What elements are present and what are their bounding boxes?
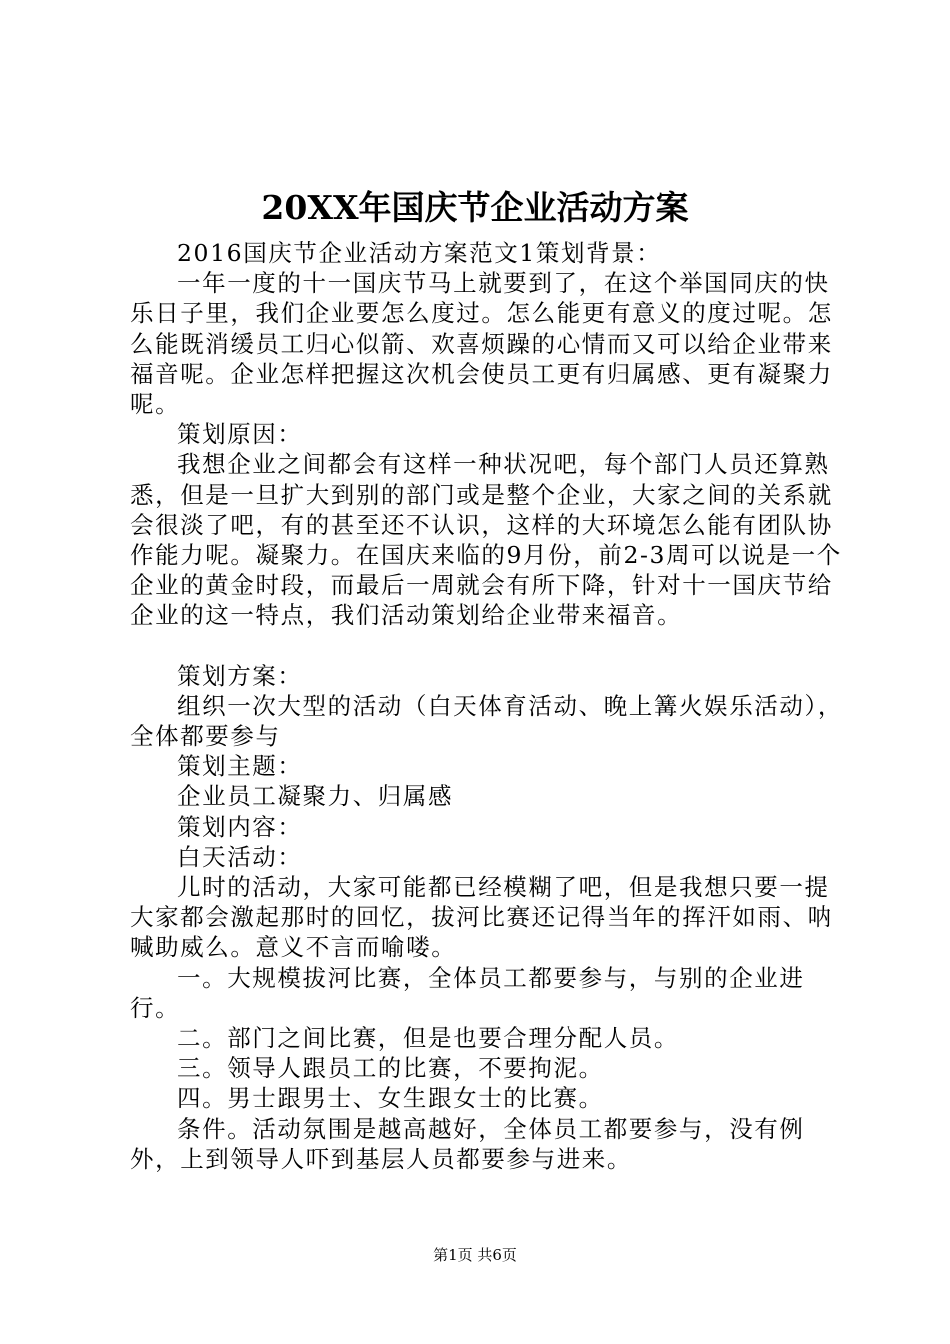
paragraph: 儿时的活动，大家可能都已经模糊了吧，但是我想只要一提大家都会激起那时的回忆，拔河比赛还记得当年的挥汗如雨、呐喊助威么。意义不言而喻喽。 xyxy=(130,873,833,962)
paragraph: 企业员工凝聚力、归属感 xyxy=(177,782,454,811)
paragraph: 二。部门之间比赛，但是也要合理分配人员。 xyxy=(177,1024,679,1053)
paragraph: 我想企业之间都会有这样一种状况吧，每个部门人员还算熟悉，但是一旦扩大到别的部门或是整个企业，大家之间的关系就会很淡了吧，有的甚至还不认识，这样的大环境怎么能有团队协作能力呢。凝聚力。在国庆来临的9月份，前2-3周可以说是一个企业的黄金时段，而最后一周就会有所下降，针对十一国庆节给企业的这一特点，我们活动策划给企业带来福音。 xyxy=(130,450,842,630)
paragraph: 三。领导人跟员工的比赛，不要拘泥。 xyxy=(177,1054,604,1083)
document-title: 20XX年国庆节企业活动方案 xyxy=(261,188,689,227)
paragraph: 策划方案： xyxy=(177,661,303,690)
paragraph: 策划内容： xyxy=(177,812,303,841)
paragraph: 策划原因： xyxy=(177,420,303,449)
paragraph: 策划主题： xyxy=(177,752,303,781)
paragraph: 一。大规模拔河比赛，全体员工都要参与，与别的企业进行。 xyxy=(130,963,805,1022)
paragraph: 四。男士跟男士、女生跟女士的比赛。 xyxy=(177,1084,604,1113)
document-body xyxy=(130,238,850,1174)
paragraph: 白天活动： xyxy=(177,842,303,871)
paragraph: 2016国庆节企业活动方案范文1策划背景： xyxy=(177,239,662,267)
page-footer: 第1页 共6页 xyxy=(433,1246,517,1264)
paragraph: 条件。活动氛围是越高越好，全体员工都要参与，没有例外，上到领导人吓到基层人员都要参与进来。 xyxy=(130,1114,805,1173)
paragraph: 一年一度的十一国庆节马上就要到了，在这个举国同庆的快乐日子里，我们企业要怎么度过。怎么能更有意义的度过呢。怎么能既消缓员工归心似箭、欢喜烦躁的心情而又可以给企业带来福音呢。企业怎样把握这次机会使员工更有归属感、更有凝聚力呢。 xyxy=(130,269,833,419)
paragraph: 组织一次大型的活动（白天体育活动、晚上篝火娱乐活动），全体都要参与 xyxy=(130,691,843,751)
